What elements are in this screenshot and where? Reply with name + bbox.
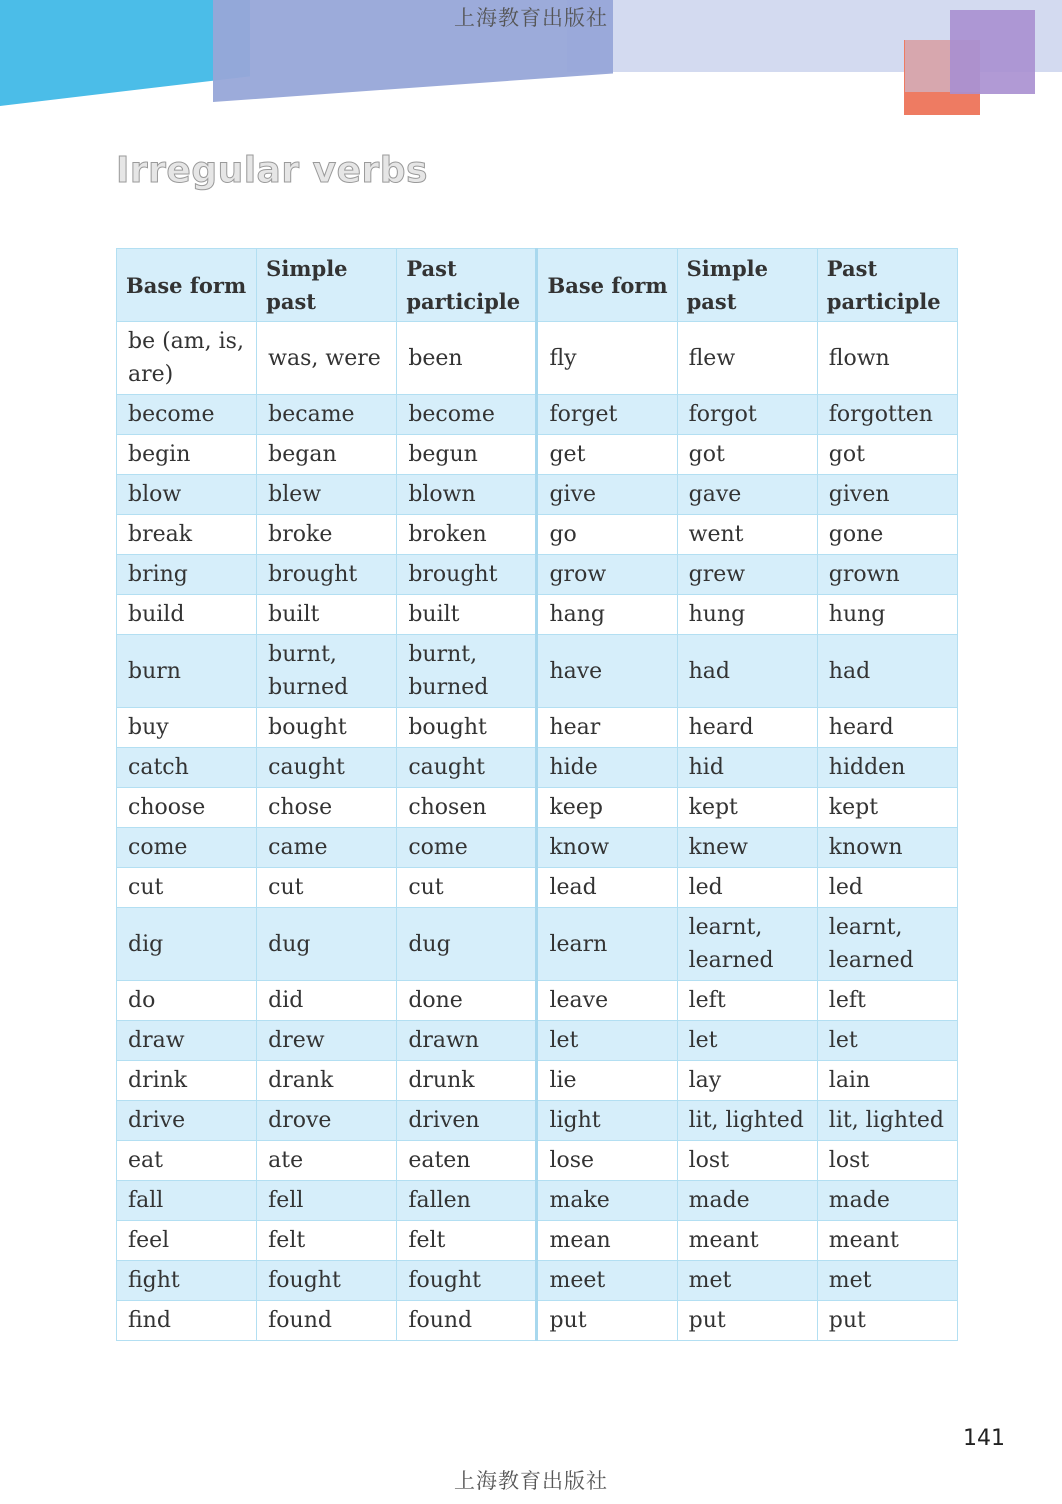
header-simple-past-2: Simple past bbox=[677, 249, 817, 322]
table-row bbox=[117, 1181, 958, 1221]
table-row bbox=[117, 828, 958, 868]
table-cell: lost bbox=[817, 1141, 957, 1181]
table-cell: kept bbox=[677, 788, 817, 828]
table-cell: dug bbox=[397, 908, 537, 981]
table-cell: become bbox=[117, 395, 257, 435]
table-cell: been bbox=[397, 322, 537, 395]
table-cell: gone bbox=[817, 515, 957, 555]
table-cell: grow bbox=[537, 555, 677, 595]
table-cell: dug bbox=[257, 908, 397, 981]
table-cell: came bbox=[257, 828, 397, 868]
table-cell: went bbox=[677, 515, 817, 555]
table-cell: lit, lighted bbox=[677, 1101, 817, 1141]
table-cell: hung bbox=[817, 595, 957, 635]
table-cell: drew bbox=[257, 1021, 397, 1061]
table-row bbox=[117, 868, 958, 908]
table-cell: dig bbox=[117, 908, 257, 981]
table-row bbox=[117, 1301, 958, 1341]
table-cell: let bbox=[677, 1021, 817, 1061]
table-cell: drive bbox=[117, 1101, 257, 1141]
table-cell: lain bbox=[817, 1061, 957, 1101]
table-cell: grown bbox=[817, 555, 957, 595]
table-cell: lost bbox=[677, 1141, 817, 1181]
header-base-form: Base form bbox=[117, 249, 257, 322]
table-cell: meet bbox=[537, 1261, 677, 1301]
table-cell: come bbox=[117, 828, 257, 868]
table-cell: blew bbox=[257, 475, 397, 515]
table-cell: met bbox=[677, 1261, 817, 1301]
table-cell: make bbox=[537, 1181, 677, 1221]
table-cell: heard bbox=[817, 708, 957, 748]
table-cell: fly bbox=[537, 322, 677, 395]
table-cell: bought bbox=[257, 708, 397, 748]
table-cell: left bbox=[817, 981, 957, 1021]
table-cell: be (am, is, are) bbox=[117, 322, 257, 395]
table-cell: led bbox=[677, 868, 817, 908]
table-cell: got bbox=[817, 435, 957, 475]
publisher-watermark-bottom: 上海教育出版社 bbox=[454, 1469, 608, 1493]
table-cell: bought bbox=[397, 708, 537, 748]
table-cell: lay bbox=[677, 1061, 817, 1101]
header-base-form-2: Base form bbox=[537, 249, 677, 322]
table-row bbox=[117, 908, 958, 981]
table-cell: cut bbox=[117, 868, 257, 908]
table-row bbox=[117, 595, 958, 635]
table-cell: ate bbox=[257, 1141, 397, 1181]
table-cell: lit, lighted bbox=[817, 1101, 957, 1141]
table-cell: built bbox=[257, 595, 397, 635]
table-cell: hang bbox=[537, 595, 677, 635]
table-cell: caught bbox=[257, 748, 397, 788]
table-cell: had bbox=[677, 635, 817, 708]
table-cell: burn bbox=[117, 635, 257, 708]
table-cell: flew bbox=[677, 322, 817, 395]
table-header-row bbox=[117, 249, 958, 322]
table-cell: go bbox=[537, 515, 677, 555]
table-cell: led bbox=[817, 868, 957, 908]
table-cell: light bbox=[537, 1101, 677, 1141]
table-cell: draw bbox=[117, 1021, 257, 1061]
table-cell: let bbox=[817, 1021, 957, 1061]
table-cell: put bbox=[677, 1301, 817, 1341]
table-row bbox=[117, 515, 958, 555]
table-cell: found bbox=[397, 1301, 537, 1341]
table-cell: cut bbox=[257, 868, 397, 908]
table-row bbox=[117, 1141, 958, 1181]
table-cell: made bbox=[817, 1181, 957, 1221]
table-cell: leave bbox=[537, 981, 677, 1021]
table-cell: meant bbox=[817, 1221, 957, 1261]
table-cell: known bbox=[817, 828, 957, 868]
table-cell: had bbox=[817, 635, 957, 708]
table-cell: got bbox=[677, 435, 817, 475]
header-simple-past: Simple past bbox=[257, 249, 397, 322]
table-cell: built bbox=[397, 595, 537, 635]
table-cell: blow bbox=[117, 475, 257, 515]
table-cell: lie bbox=[537, 1061, 677, 1101]
table-row bbox=[117, 981, 958, 1021]
table-cell: hide bbox=[537, 748, 677, 788]
table-cell: let bbox=[537, 1021, 677, 1061]
table-cell: come bbox=[397, 828, 537, 868]
table-cell: begun bbox=[397, 435, 537, 475]
page-title: Irregular verbs bbox=[116, 150, 428, 191]
table-cell: did bbox=[257, 981, 397, 1021]
table-row bbox=[117, 555, 958, 595]
table-cell: lead bbox=[537, 868, 677, 908]
table-cell: heard bbox=[677, 708, 817, 748]
header-past-participle-2: Past participle bbox=[817, 249, 957, 322]
table-cell: know bbox=[537, 828, 677, 868]
table-cell: learn bbox=[537, 908, 677, 981]
table-cell: learnt, learned bbox=[677, 908, 817, 981]
table-cell: catch bbox=[117, 748, 257, 788]
table-row bbox=[117, 395, 958, 435]
table-cell: have bbox=[537, 635, 677, 708]
page-number: 141 bbox=[963, 1426, 1005, 1451]
table-cell: do bbox=[117, 981, 257, 1021]
table-cell: kept bbox=[817, 788, 957, 828]
table-cell: eaten bbox=[397, 1141, 537, 1181]
table-cell: given bbox=[817, 475, 957, 515]
table-cell: broke bbox=[257, 515, 397, 555]
table-cell: blown bbox=[397, 475, 537, 515]
irregular-verbs-table bbox=[116, 248, 958, 1341]
table-cell: fall bbox=[117, 1181, 257, 1221]
table-cell: was, were bbox=[257, 322, 397, 395]
table-cell: buy bbox=[117, 708, 257, 748]
table-cell: done bbox=[397, 981, 537, 1021]
table-cell: keep bbox=[537, 788, 677, 828]
table-cell: flown bbox=[817, 322, 957, 395]
table-row bbox=[117, 475, 958, 515]
table-cell: eat bbox=[117, 1141, 257, 1181]
table-cell: gave bbox=[677, 475, 817, 515]
table-cell: began bbox=[257, 435, 397, 475]
table-cell: burnt, burned bbox=[257, 635, 397, 708]
table-cell: found bbox=[257, 1301, 397, 1341]
table-cell: feel bbox=[117, 1221, 257, 1261]
table-body bbox=[117, 322, 958, 1341]
table-row bbox=[117, 322, 958, 395]
header-past-participle: Past participle bbox=[397, 249, 537, 322]
table-cell: hung bbox=[677, 595, 817, 635]
table-cell: fell bbox=[257, 1181, 397, 1221]
table-row bbox=[117, 748, 958, 788]
table-cell: bring bbox=[117, 555, 257, 595]
table-cell: find bbox=[117, 1301, 257, 1341]
table-cell: met bbox=[817, 1261, 957, 1301]
table-cell: hid bbox=[677, 748, 817, 788]
table-cell: fought bbox=[257, 1261, 397, 1301]
table-cell: broken bbox=[397, 515, 537, 555]
table-cell: choose bbox=[117, 788, 257, 828]
table-cell: brought bbox=[397, 555, 537, 595]
table-row bbox=[117, 1101, 958, 1141]
table-cell: forget bbox=[537, 395, 677, 435]
table-cell: drove bbox=[257, 1101, 397, 1141]
table-cell: made bbox=[677, 1181, 817, 1221]
table-cell: forgotten bbox=[817, 395, 957, 435]
table-cell: grew bbox=[677, 555, 817, 595]
table-cell: mean bbox=[537, 1221, 677, 1261]
table-row bbox=[117, 1261, 958, 1301]
table-cell: felt bbox=[397, 1221, 537, 1261]
table-cell: break bbox=[117, 515, 257, 555]
table-row bbox=[117, 708, 958, 748]
table-cell: hidden bbox=[817, 748, 957, 788]
table-row bbox=[117, 435, 958, 475]
table-row bbox=[117, 1221, 958, 1261]
table-cell: meant bbox=[677, 1221, 817, 1261]
table-cell: get bbox=[537, 435, 677, 475]
table-cell: learnt, learned bbox=[817, 908, 957, 981]
publisher-watermark-top: 上海教育出版社 bbox=[454, 6, 608, 30]
table-cell: left bbox=[677, 981, 817, 1021]
table-cell: build bbox=[117, 595, 257, 635]
table-cell: drink bbox=[117, 1061, 257, 1101]
table-cell: put bbox=[537, 1301, 677, 1341]
table-cell: drank bbox=[257, 1061, 397, 1101]
table-cell: driven bbox=[397, 1101, 537, 1141]
table-cell: became bbox=[257, 395, 397, 435]
table-cell: drawn bbox=[397, 1021, 537, 1061]
table-row bbox=[117, 788, 958, 828]
table-cell: chose bbox=[257, 788, 397, 828]
table-row bbox=[117, 1021, 958, 1061]
table-cell: fallen bbox=[397, 1181, 537, 1221]
table-cell: lose bbox=[537, 1141, 677, 1181]
table-cell: felt bbox=[257, 1221, 397, 1261]
table-cell: burnt, burned bbox=[397, 635, 537, 708]
table-cell: drunk bbox=[397, 1061, 537, 1101]
table-cell: begin bbox=[117, 435, 257, 475]
table-cell: fought bbox=[397, 1261, 537, 1301]
table-cell: caught bbox=[397, 748, 537, 788]
table-cell: put bbox=[817, 1301, 957, 1341]
table-cell: hear bbox=[537, 708, 677, 748]
table-cell: knew bbox=[677, 828, 817, 868]
table-row bbox=[117, 635, 958, 708]
table-cell: cut bbox=[397, 868, 537, 908]
table-cell: become bbox=[397, 395, 537, 435]
table-row bbox=[117, 1061, 958, 1101]
table-cell: fight bbox=[117, 1261, 257, 1301]
table-cell: brought bbox=[257, 555, 397, 595]
table-cell: forgot bbox=[677, 395, 817, 435]
table-cell: chosen bbox=[397, 788, 537, 828]
table-cell: give bbox=[537, 475, 677, 515]
